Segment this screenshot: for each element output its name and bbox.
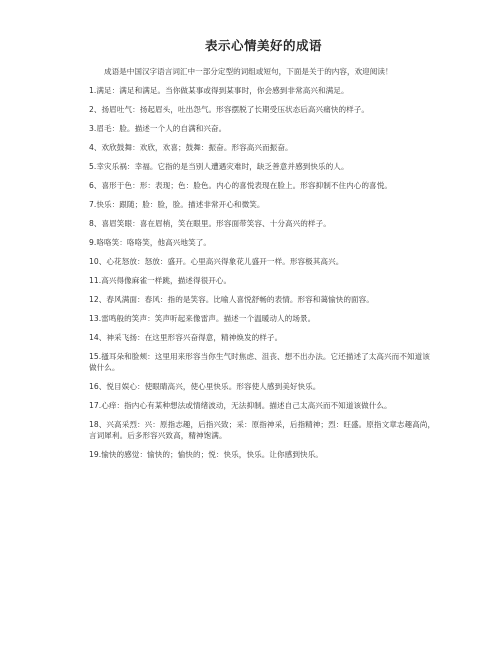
idiom-item-6: 6、喜形于色：形：表现；色：脸色。内心的喜悦表现在脸上。形容抑制不住内心的喜悦。 [89,181,392,190]
idiom-item-5: 5.幸灾乐祸：幸福。它指的是当别人遭遇灾难时，缺乏善意并感到快乐的人。 [89,162,349,171]
idiom-item-8: 8、喜眉笑眼：喜在眉梢，笑在眼里。形容面带笑容、十分高兴的样子。 [89,219,331,228]
idiom-item-4: 4、欢欣鼓舞：欢欣，欢喜；鼓舞：振奋。形容高兴而振奋。 [89,143,293,152]
document-title: 表示心情美好的成语 [204,38,322,53]
idiom-item-7: 7.快乐：跟随；脸：脸，脸。描述非常开心和微笑。 [89,200,265,209]
idiom-item-9: 9.咯咯笑：咯咯笑，他高兴地笑了。 [89,238,211,247]
idiom-item-11: 11.高兴得像麻雀一样跳，描述得很开心。 [89,276,232,285]
idiom-item-14: 14、神采飞扬：在这里形容兴奋得意，精神焕发的样子。 [89,333,283,342]
idiom-item-17: 17.心痒：指内心有某种想法或情绪波动，无法抑制。描述自己太高兴而不知道该做什么。 [89,401,392,410]
idiom-item-10: 10、心花怒放：怒放：盛开。心里高兴得象花儿盛开一样。形容极其高兴。 [89,257,344,266]
idiom-item-15: 15.搔耳朵和脸颊：这里用来形容当你生气时焦虑、沮丧、想不出办法。它还描述了太高兴而不知道该做什么。 [89,352,430,372]
idiom-item-18: 18、兴高采烈：兴：原指志趣，后指兴致；采：原指神采，后指精神；烈：旺盛。原指文章志趣高尚，言词犀利。后多形容兴致高，精神饱满。 [89,420,436,440]
intro-paragraph: 成语是中国汉字语言词汇中一部分定型的词组或短句，下面是关于的内容，欢迎阅读！ [104,67,393,76]
idiom-item-3: 3.眉毛：脸。描述一个人的自满和兴奋。 [89,124,227,133]
idiom-item-19: 19.愉快的感觉：愉快的；愉快的；悦：快乐，快乐。让你感到快乐。 [89,450,323,459]
idiom-item-12: 12、春风满面：春风：指的是笑容。比喻人喜悦舒畅的表情。形容和蔼愉快的面容。 [89,295,374,304]
idiom-item-16: 16、悦目娱心：使眼睛高兴，使心里快乐。形容使人感到美好快乐。 [89,382,321,391]
idiom-item-1: 1.满足：满足和满足。当你做某事或得到某事时，你会感到非常高兴和满足。 [89,86,349,95]
idiom-item-13: 13.雷鸣般的笑声：笑声听起来像雷声。描述一个温暖动人的场景。 [89,314,316,323]
idiom-item-2: 2、扬眉吐气：扬起眉头，吐出怨气。形容摆脱了长期受压状态后高兴痛快的样子。 [89,105,370,114]
